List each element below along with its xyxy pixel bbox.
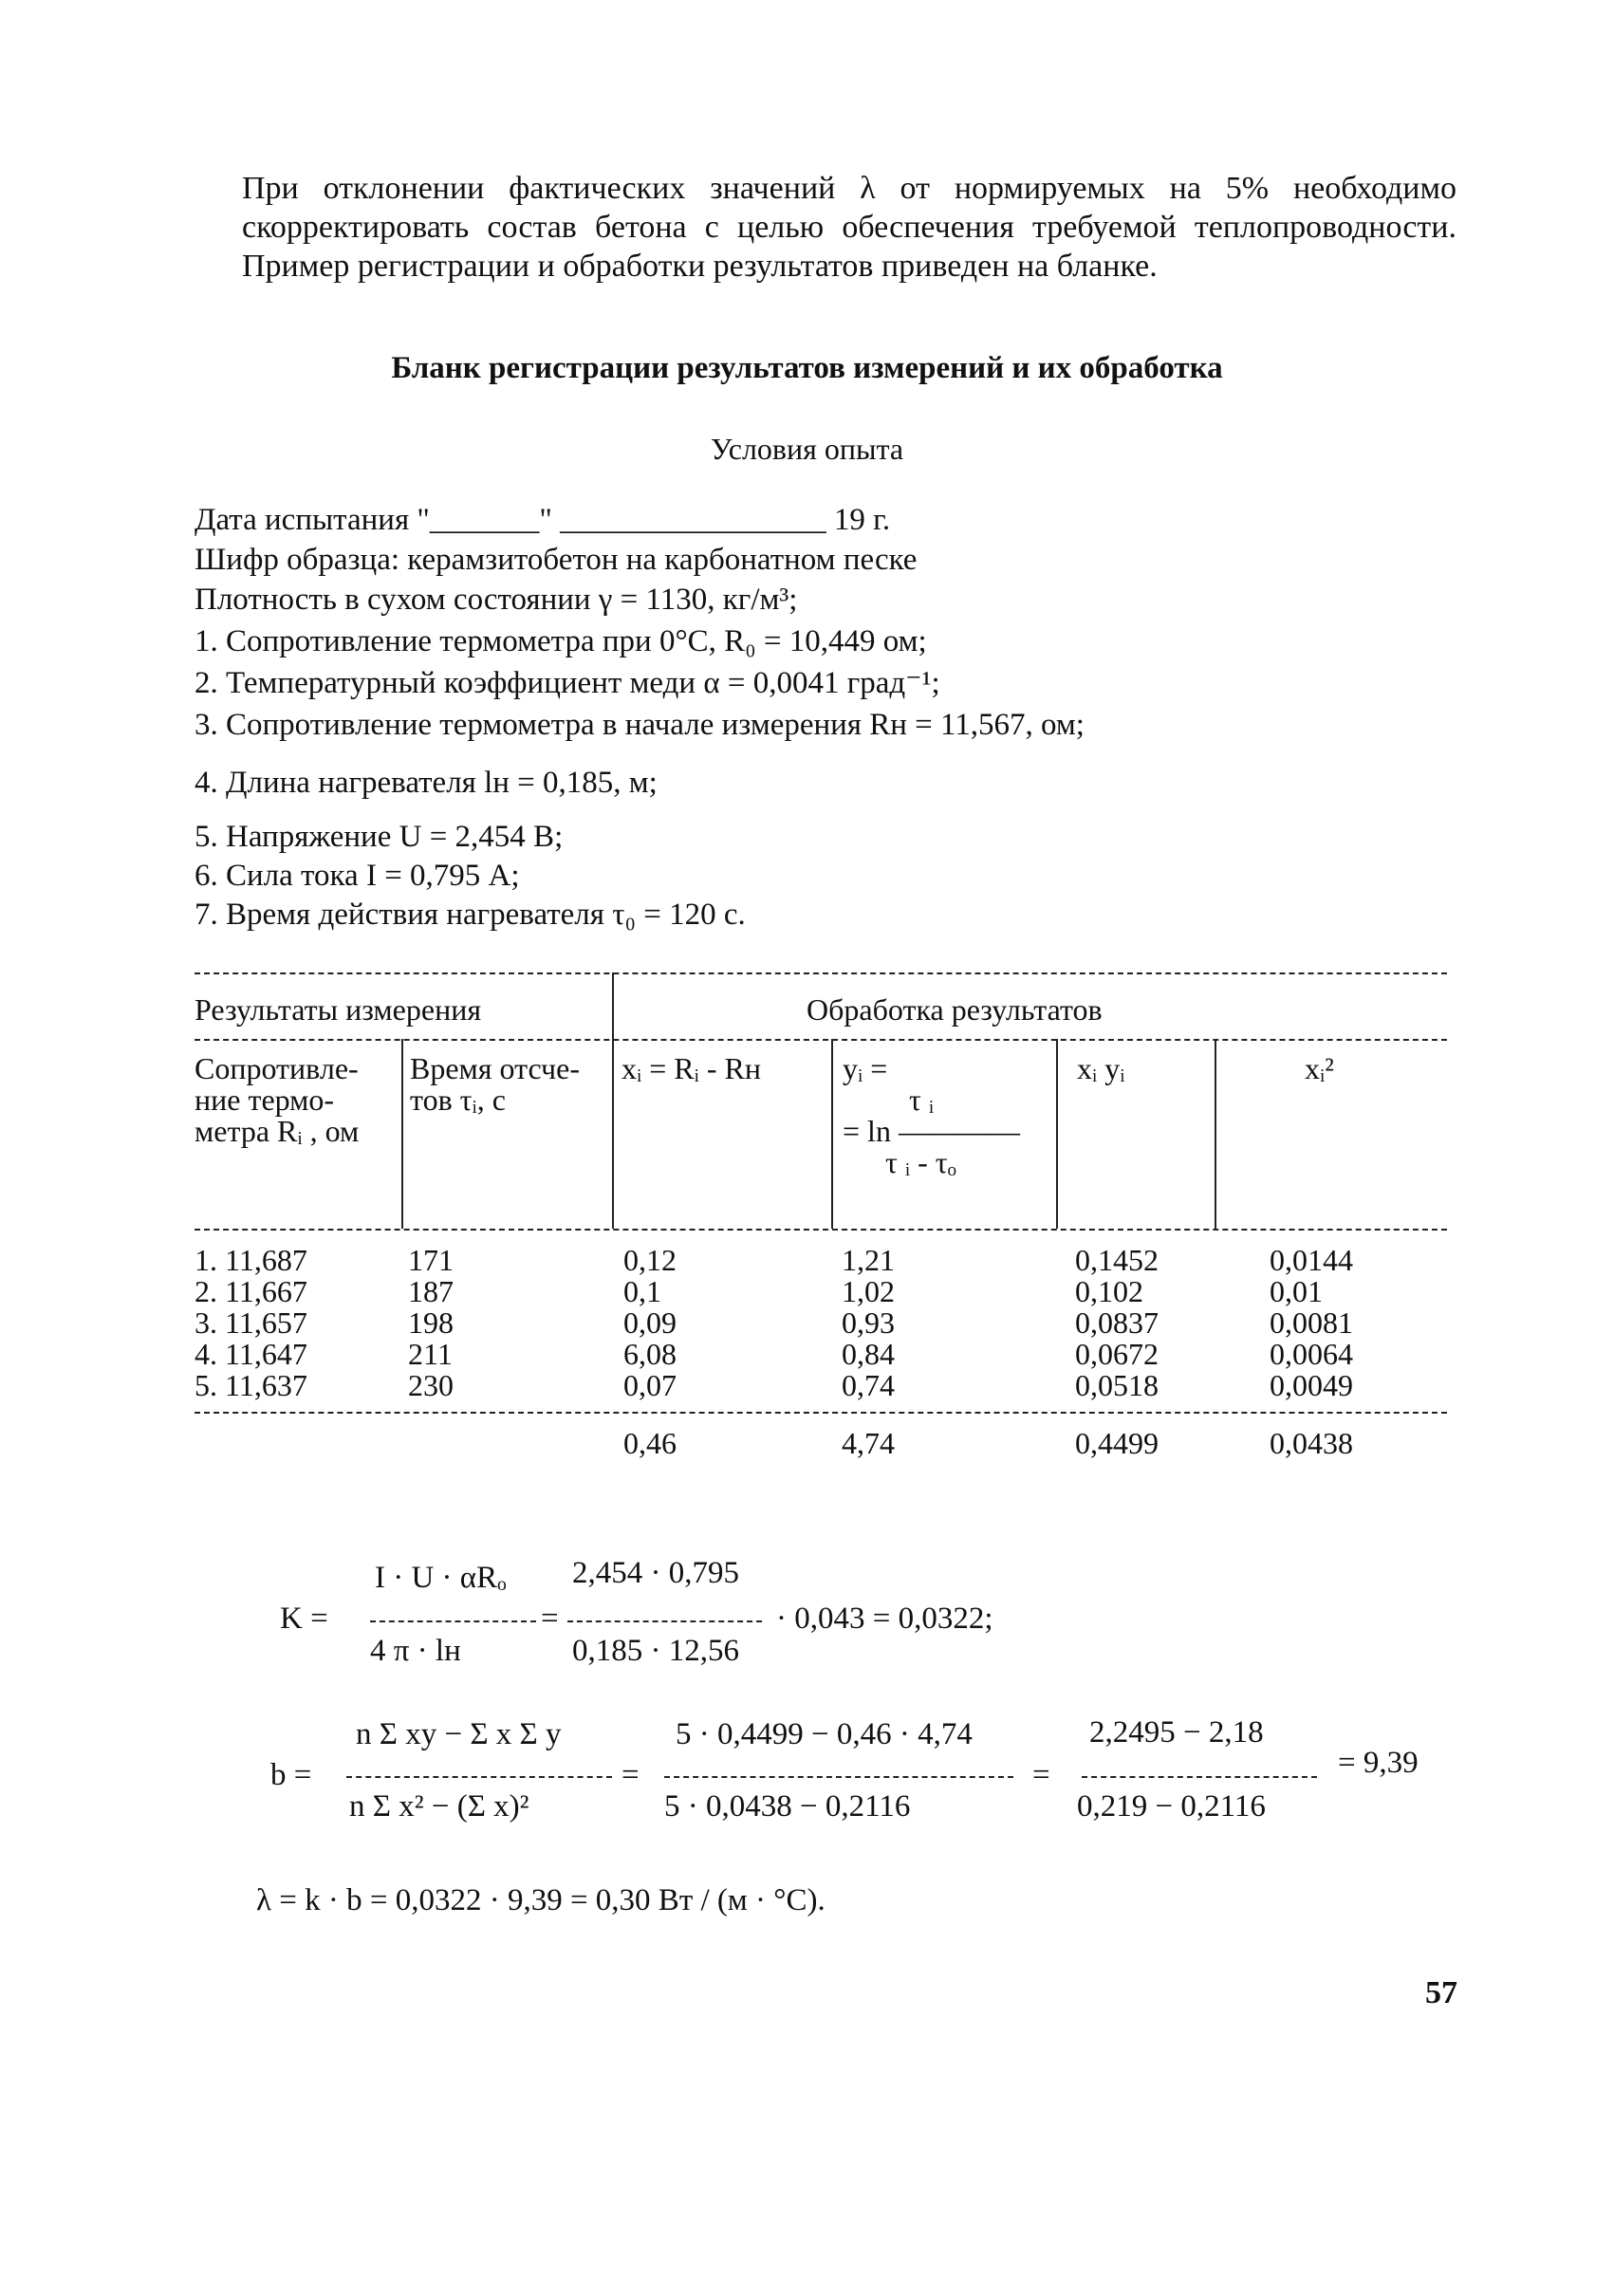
col-header-x: xᵢ = Rᵢ - Rн <box>621 1051 761 1085</box>
table-cell: 6,08 <box>623 1337 677 1371</box>
table-cell: 0,01 <box>1270 1274 1323 1308</box>
total-xy: 0,4499 <box>1075 1426 1159 1460</box>
table-cell: 0,0837 <box>1075 1305 1159 1340</box>
condition-item: 2. Температурный коэффициент меди α = 0,0041 град⁻¹; <box>195 666 940 700</box>
table-vline <box>612 972 614 1229</box>
total-y: 4,74 <box>842 1426 895 1460</box>
sample-code-line: Шифр образца: керамзитобетон на карбонатном песке <box>195 543 918 577</box>
table-rule-bottom <box>195 1412 1447 1414</box>
table-cell: 0,102 <box>1075 1274 1143 1308</box>
col-header-time: Время отсче- тов τᵢ, с <box>410 1051 580 1117</box>
table-cell: 0,12 <box>623 1243 677 1277</box>
table-cell: 171 <box>408 1243 454 1277</box>
condition-item: 1. Сопротивление термометра при 0°С, R₀ = 10,449 ом; <box>195 624 927 658</box>
table-cell: 0,0518 <box>1075 1368 1159 1402</box>
test-date-line: Дата испытания "_______" _________________ 19 г. <box>195 503 891 537</box>
formula-lambda: λ = k · b = 0,0322 · 9,39 = 0,30 Вт / (м · °С). <box>256 1883 826 1917</box>
table-vline <box>401 1039 403 1229</box>
table-cell: 0,84 <box>842 1337 895 1371</box>
table-cell: 1. 11,687 <box>195 1243 307 1277</box>
condition-item: 6. Сила тока I = 0,795 А; <box>195 859 520 893</box>
group-header-measurement: Результаты измерения <box>195 992 482 1027</box>
col-header-y: yᵢ = τ ᵢ = ln ———— τ ᵢ - τₒ <box>843 1051 1020 1179</box>
conditions-title: Условия опыта <box>710 432 904 466</box>
table-cell: 1,02 <box>842 1274 895 1308</box>
table-cell: 0,07 <box>623 1368 677 1402</box>
table-vline <box>1056 1039 1058 1229</box>
table-vline <box>1215 1039 1216 1229</box>
form-title: Бланк регистрации результатов измерений и их обработка <box>391 351 1223 385</box>
table-cell: 0,1 <box>623 1274 661 1308</box>
table-cell: 0,1452 <box>1075 1243 1159 1277</box>
total-x2: 0,0438 <box>1270 1426 1353 1460</box>
table-cell: 0,0049 <box>1270 1368 1353 1402</box>
col-header-xy: xᵢ yᵢ <box>1077 1051 1125 1085</box>
page-number: 57 <box>1425 1975 1457 2010</box>
condition-item: 7. Время действия нагревателя τ₀ = 120 с. <box>195 898 746 932</box>
condition-item: 4. Длина нагревателя lн = 0,185, м; <box>195 766 658 800</box>
table-cell: 0,93 <box>842 1305 895 1340</box>
table-rule-header <box>195 1229 1447 1231</box>
table-rule-group <box>195 1039 1447 1041</box>
table-cell: 0,0144 <box>1270 1243 1353 1277</box>
condition-item: 3. Сопротивление термометра в начале измерения Rн = 11,567, ом; <box>195 708 1085 742</box>
table-cell: 198 <box>408 1305 454 1340</box>
table-cell: 0,0672 <box>1075 1337 1159 1371</box>
table-cell: 4. 11,647 <box>195 1337 307 1371</box>
col-header-x2: xᵢ² <box>1305 1051 1334 1085</box>
intro-text: При отклонении фактических значений λ от нормируемых на 5% необходимо скорректировать состав бетона с целью обеспечения требуемой теплопроводности. Пример регистрации и обработки результатов приведен на бланке. <box>242 171 1456 284</box>
table-cell: 0,74 <box>842 1368 895 1402</box>
table-vline <box>831 1039 833 1229</box>
table-cell: 230 <box>408 1368 454 1402</box>
table-cell: 211 <box>408 1337 453 1371</box>
table-cell: 3. 11,657 <box>195 1305 307 1340</box>
table-cell: 0,0064 <box>1270 1337 1353 1371</box>
density-line: Плотность в сухом состоянии γ = 1130, кг/м³; <box>195 583 798 617</box>
table-rule-top <box>195 972 1447 974</box>
table-cell: 1,21 <box>842 1243 895 1277</box>
table-cell: 0,0081 <box>1270 1305 1353 1340</box>
table-cell: 5. 11,637 <box>195 1368 307 1402</box>
group-header-processing: Обработка результатов <box>807 992 1103 1027</box>
table-cell: 0,09 <box>623 1305 677 1340</box>
table-cell: 187 <box>408 1274 454 1308</box>
condition-item: 5. Напряжение U = 2,454 В; <box>195 820 564 854</box>
total-x: 0,46 <box>623 1426 677 1460</box>
intro-paragraph <box>242 169 1456 286</box>
table-cell: 2. 11,667 <box>195 1274 307 1308</box>
col-header-resistance: Сопротивле- ние термо- метра Rᵢ , ом <box>195 1051 360 1148</box>
